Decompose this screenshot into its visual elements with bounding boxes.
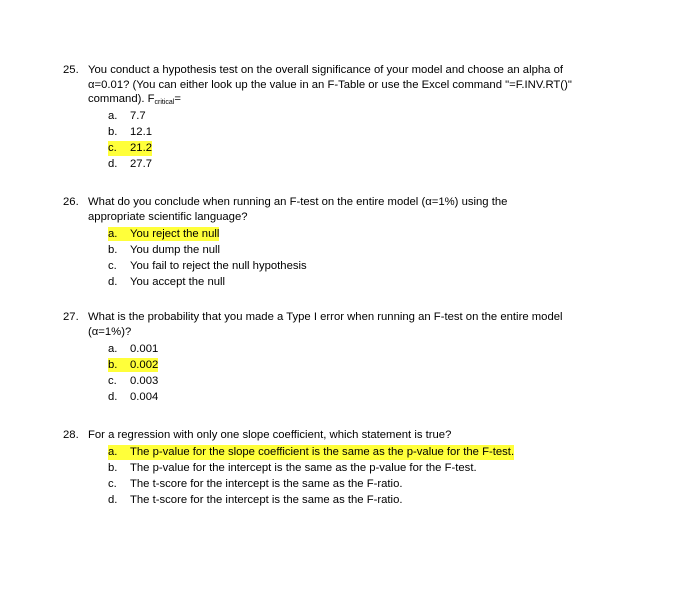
option-c[interactable]: [63, 373, 633, 389]
option-letter: d.: [108, 390, 118, 403]
question-text: [88, 428, 633, 443]
option-text: The t-score for the intercept is the same as the F-ratio.: [130, 478, 403, 491]
option-d[interactable]: [63, 157, 633, 173]
option-letter: a.: [108, 227, 130, 242]
answer-options: [63, 109, 633, 173]
question-27: [63, 310, 633, 405]
option-text: 27.7: [130, 158, 152, 171]
option-letter: c.: [108, 259, 117, 272]
question-line: What is the probability that you made a Type I error when running an F-test on the entire model: [88, 311, 563, 323]
option-letter: d.: [108, 158, 118, 171]
equals-sign: =: [174, 93, 181, 105]
option-a-highlighted[interactable]: [63, 226, 633, 242]
question-number: 26.: [63, 196, 79, 208]
option-letter: d.: [108, 275, 118, 288]
option-b-highlighted[interactable]: [63, 357, 633, 373]
option-letter: c.: [108, 141, 130, 156]
option-c[interactable]: [63, 477, 633, 493]
question-number: 27.: [63, 311, 79, 323]
option-text: You dump the null: [130, 243, 221, 256]
option-letter: a.: [108, 342, 118, 355]
option-text: The p-value for the slope coefficient is the same as the p-value for the F-test.: [130, 446, 515, 459]
option-a[interactable]: [63, 341, 633, 357]
option-a-highlighted[interactable]: [63, 445, 633, 461]
answer-options: [63, 341, 633, 405]
question-25: [63, 63, 633, 173]
f-critical-subscript: critical: [154, 99, 175, 106]
question-number: 28.: [63, 429, 79, 441]
option-text: 0.004: [130, 390, 159, 403]
option-text: You accept the null: [130, 275, 226, 288]
option-c-highlighted[interactable]: [63, 141, 633, 157]
option-b[interactable]: [63, 125, 633, 141]
answer-options: [63, 226, 633, 290]
question-line-text: command). F: [88, 93, 155, 105]
answer-options: [63, 445, 633, 509]
option-text: 0.001: [130, 342, 159, 355]
option-b[interactable]: [63, 461, 633, 477]
option-text: 12.1: [130, 126, 152, 139]
option-letter: b.: [108, 462, 118, 475]
option-text: The p-value for the intercept is the same as the p-value for the F-test.: [130, 462, 477, 475]
option-letter: c.: [108, 374, 117, 387]
question-line: appropriate scientific language?: [88, 210, 248, 223]
option-text: 21.2: [130, 142, 152, 155]
option-text: 7.7: [130, 110, 146, 123]
question-text: [88, 63, 633, 107]
question-line: For a regression with only one slope coefficient, which statement is true?: [88, 429, 452, 441]
option-text: The t-score for the intercept is the same as the F-ratio.: [130, 494, 403, 507]
option-letter: b.: [108, 243, 118, 256]
option-text: 0.003: [130, 374, 159, 387]
option-text: You fail to reject the null hypothesis: [130, 259, 307, 272]
option-letter: c.: [108, 478, 117, 491]
question-line: You conduct a hypothesis test on the overall significance of your model and choose an alpha of: [88, 64, 563, 76]
option-letter: b.: [108, 126, 118, 139]
option-letter: a.: [108, 110, 118, 123]
option-b[interactable]: [63, 242, 633, 258]
question-26: [63, 195, 633, 290]
option-letter: d.: [108, 494, 118, 507]
option-c[interactable]: [63, 258, 633, 274]
option-d[interactable]: [63, 389, 633, 405]
question-text: [88, 195, 633, 224]
question-line: [88, 92, 633, 107]
question-number: 25.: [63, 64, 79, 76]
question-28: [63, 428, 633, 509]
question-line: What do you conclude when running an F-test on the entire model (α=1%) using the: [88, 196, 508, 208]
option-letter: a.: [108, 445, 130, 460]
option-d[interactable]: [63, 493, 633, 509]
option-a[interactable]: [63, 109, 633, 125]
option-text: You reject the null: [130, 227, 220, 240]
question-line: α=0.01? (You can either look up the value in an F-Table or use the Excel command "=F.INV.RT()": [88, 78, 572, 91]
question-line: (α=1%)?: [88, 325, 132, 338]
option-d[interactable]: [63, 274, 633, 290]
question-text: [88, 310, 633, 339]
option-text: 0.002: [130, 358, 159, 371]
option-letter: b.: [108, 358, 130, 373]
